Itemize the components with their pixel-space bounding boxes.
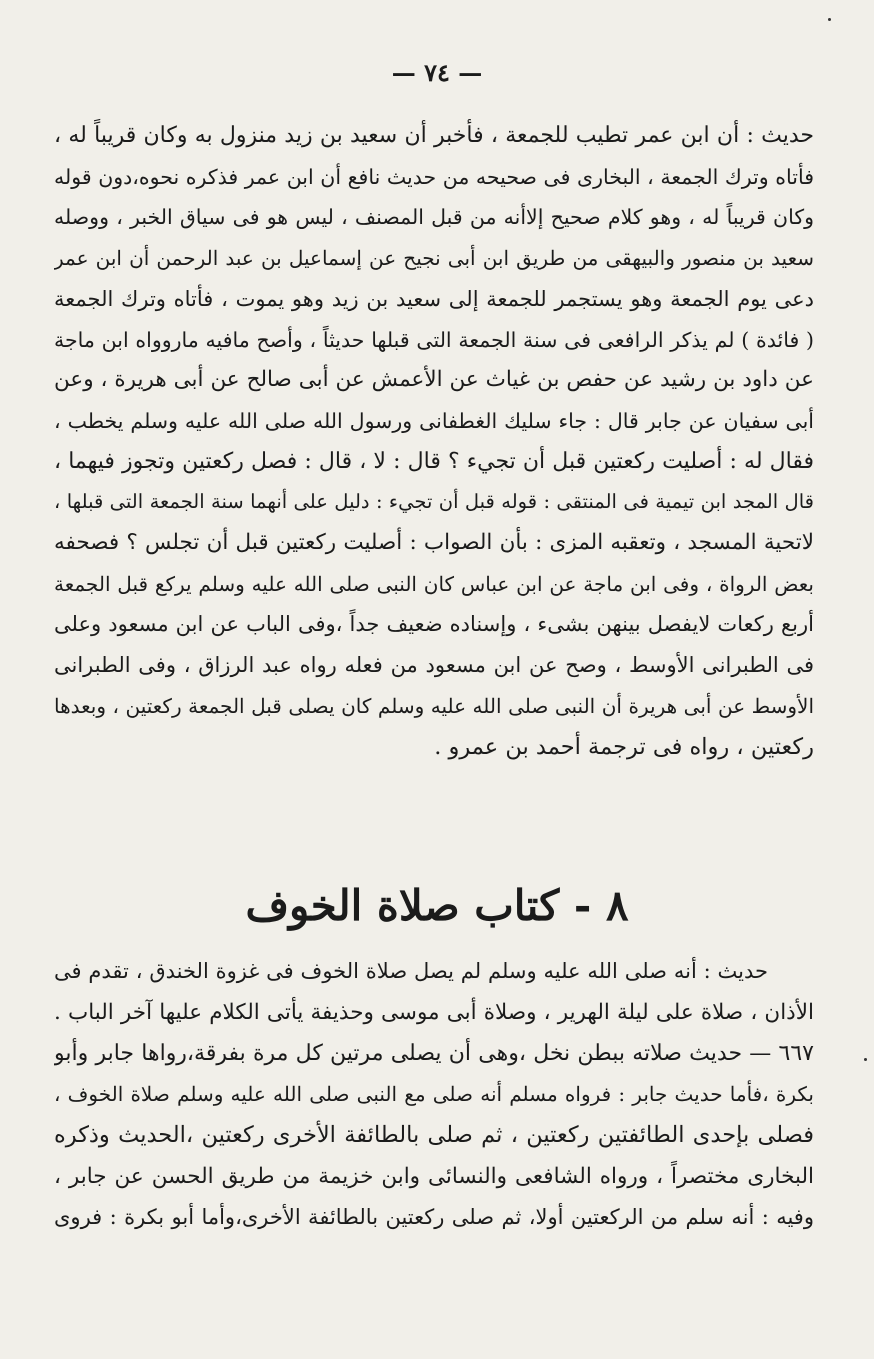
text-line: البخارى مختصراً ، ورواه الشافعى والنسائى وابن خزيمة من طريق الحسن عن جابر ، <box>54 1164 814 1189</box>
text-line: وفيه : أنه سلم من الركعتين أولا، ثم صلى ركعتين بالطائفة الأخرى،وأما أبو بكرة : فروى <box>54 1205 814 1229</box>
text-line: عن داود بن رشيد عن حفص بن غياث عن الأعمش عن أبى صالح عن أبى هريرة ، وعن <box>54 367 814 393</box>
print-speck <box>828 18 831 21</box>
text-line: حديث : أنه صلى الله عليه وسلم لم يصل صلاة الخوف فى غزوة الخندق ، تقدم فى <box>54 959 768 983</box>
text-line: قال المجد ابن تيمية فى المنتقى : قوله قبل أن تجيء : دليل على أنهما سنة الجمعة التى قبلها ، <box>54 490 814 514</box>
text-line: فى الطبرانى الأوسط ، وصح عن ابن مسعود من فعله رواه عبد الرزاق ، وفى الطبرانى <box>54 653 814 678</box>
section-1-text <box>54 116 814 767</box>
text-line: فأتاه وترك الجمعة ، البخارى فى صحيحه من حديث نافع أن ابن عمر فذكره نحوه،دون قوله <box>54 164 814 189</box>
page-number: — ٧٤ — <box>391 58 483 87</box>
text-line: دعى يوم الجمعة وهو يستجمر للجمعة إلى سعيد بن زيد وهو يموت ، فأتاه وترك الجمعة <box>54 286 814 311</box>
text-line: الأوسط عن أبى هريرة أن النبى صلى الله عليه وسلم كان يصلى قبل الجمعة ركعتين ، وبعدها <box>54 693 814 718</box>
print-speck <box>864 1058 867 1061</box>
text-line: أبى سفيان عن جابر قال : جاء سليك الغطفانى ورسول الله صلى الله عليه وسلم يخطب ، <box>54 408 814 433</box>
text-line: فصلى بإحدى الطائفتين ركعتين ، ثم صلى بالطائفة الأخرى ركعتين ،الحديث وذكره <box>54 1122 814 1148</box>
text-line: أربع ركعات لايفصل بينهن بشىء ، وإسناده ضعيف جداً ،وفى الباب عن ابن مسعود وعلى <box>54 612 814 637</box>
text-line: ٦٦٧ — حديث صلاته ببطن نخل ،وهى أن يصلى مرتين كل مرة بفرقة،رواها جابر وأبو <box>54 1041 814 1066</box>
section-2-text <box>54 951 814 1238</box>
text-line: ركعتين ، رواه فى ترجمة أحمد بن عمرو . <box>434 733 814 760</box>
text-line: لاتحية المسجد ، وتعقبه المزى : بأن الصواب : أصليت ركعتين قبل أن تجلس ؟ فصحفه <box>54 530 814 556</box>
text-line: بكرة ،فأما حديث جابر : فرواه مسلم أنه صلى مع النبى صلى الله عليه وسلم صلاة الخوف ، <box>54 1082 814 1106</box>
text-line: سعيد بن منصور والبيهقى من طريق ابن أبى نجيح عن إسماعيل بن عبد الرحمن أن ابن عمر <box>54 246 814 271</box>
text-line: حديث : أن ابن عمر تطيب للجمعة ، فأخبر أن سعيد بن زيد منزول به وكان قريباً له ، <box>54 123 814 148</box>
chapter-heading: ٨ - كتاب صلاة الخوف <box>245 881 629 930</box>
text-line: وكان قريباً له ، وهو كلام صحيح إلاأنه من قبل المصنف ، ليس هو فى سياق الخبر ، ووصله <box>54 205 814 230</box>
text-line: الأذان ، صلاة على ليلة الهرير ، وصلاة أبى موسى وحذيفة يأتى الكلام عليها آخر الباب . <box>54 1000 814 1025</box>
text-line: ( فائدة ) لم يذكر الرافعى فى سنة الجمعة التى قبلها حديثاً ، وأصح مافيه ماروواه ابن ماجة <box>54 327 814 352</box>
text-line: بعض الرواة ، وفى ابن ماجة عن ابن عباس كان النبى صلى الله عليه وسلم يركع قبل الجمعة <box>54 571 814 596</box>
text-line: فقال له : أصليت ركعتين قبل أن تجيء ؟ قال : لا ، قال : فصل ركعتين وتجوز فيهما ، <box>54 448 814 474</box>
